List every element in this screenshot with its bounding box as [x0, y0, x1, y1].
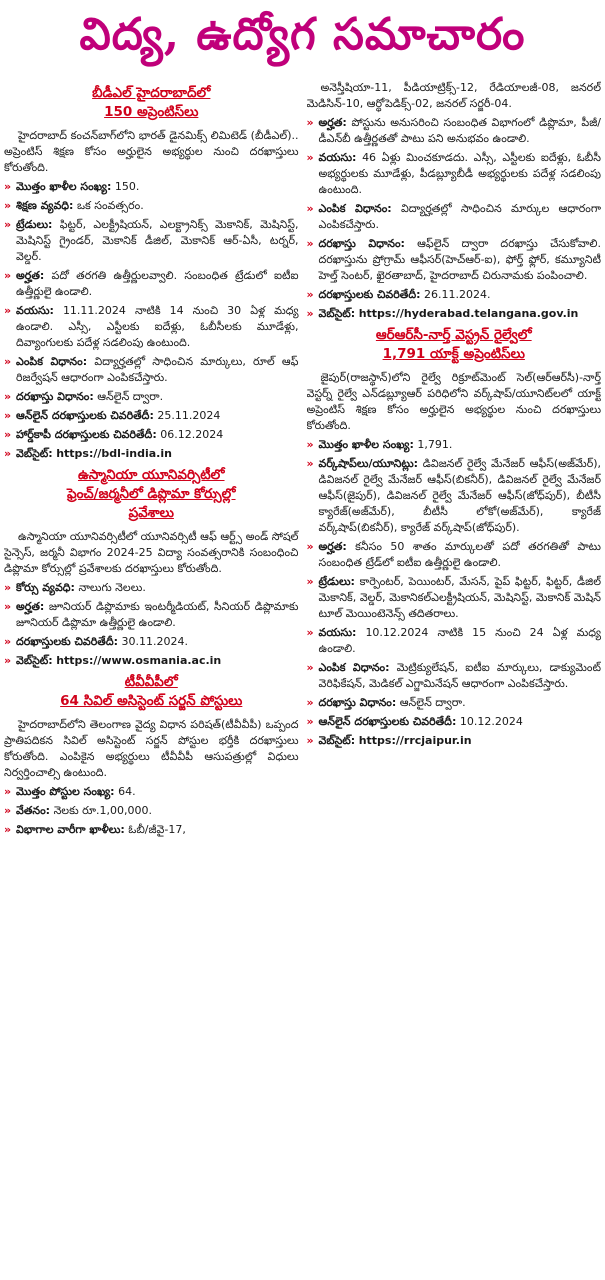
article-detail-item: [307, 201, 602, 233]
detail-value: 11.11.2024 నాటికి 14 నుంచి 30 ఏళ్ల మధ్య ఉండాలి. ఎస్సీ, ఎస్టీలకు ఐదేళ్లు, ఓబీసీలకు మూడేళ్లు, దివ్యాంగులకు పదేళ్ల సడలింపు ఉంటుంది.: [16, 304, 299, 349]
detail-value: ఆఫ్‌లైన్ ద్వారా దరఖాస్తు చేసుకోవాలి. దరఖాస్తును ప్రోగ్రామ్ ఆఫీసర్(హెచ్ఆర్-ఐ), ఫోర్త్ ఫ్లోర్, కమ్యూనిటీ హెల్త్ సెంటర్, ఖైరతాబాద్, హైదరాబాద్ చిరునామకు పంపించాలి.: [318, 237, 601, 282]
article-section: [307, 326, 602, 749]
article-detail-item: [4, 634, 299, 650]
article-section: [307, 80, 602, 322]
article-detail-item: [4, 427, 299, 443]
article-heading-line: ఫ్రెంచ్/జర్మనీలో డిప్లొమా కోర్సుల్లో: [66, 486, 236, 502]
detail-value: ఆన్‌లైన్ ద్వారా.: [399, 696, 466, 709]
detail-value: 150.: [114, 180, 140, 193]
detail-value: ఆన్‌లైన్ ద్వారా.: [97, 390, 164, 403]
article-section: [4, 673, 299, 838]
article-detail-item: [307, 574, 602, 622]
columns: [4, 80, 601, 1276]
detail-label: దరఖాస్తు విధానం:: [16, 390, 94, 403]
detail-label: వెబ్‌సైట్:: [16, 654, 53, 667]
detail-label: అర్హత:: [16, 600, 45, 613]
detail-label: వెబ్‌సైట్:: [318, 734, 356, 747]
detail-label: వర్క్‌షాప్‌లు/యూనిట్లు:: [318, 457, 419, 470]
article-heading-line: బీడీఎల్ హైదరాబాద్‌లో: [92, 85, 211, 101]
article-detail-item: [4, 408, 299, 424]
article-detail-item: [4, 198, 299, 214]
detail-label: ఆన్‌లైన్ దరఖాస్తులకు చివరితేదీ:: [16, 409, 154, 422]
article-detail-item: [307, 306, 602, 322]
detail-value: ఓబీ/జీవై-17,: [128, 823, 186, 836]
article-detail-item: [4, 179, 299, 195]
detail-label: దరఖాస్తు విధానం:: [318, 237, 405, 250]
article-heading: [307, 326, 602, 364]
article-detail-item: [4, 580, 299, 596]
article-detail-item: [4, 354, 299, 386]
detail-value: 06.12.2024: [160, 428, 224, 441]
detail-label: ఎంపిక విధానం:: [16, 355, 88, 368]
detail-label: వయసు:: [318, 151, 357, 164]
detail-value: 10.12.2024 నాటికి 15 నుంచి 24 ఏళ్ల మధ్య ఉండాలి.: [318, 626, 601, 655]
website-link[interactable]: https://rrcjaipur.in: [358, 734, 472, 747]
detail-value: ఫిట్టర్, ఎలక్ట్రీషియన్, ఎలక్ట్రానిక్స్ మెకానిక్, మెషినిస్ట్, మెషినిస్ట్ గ్రైండర్, మెకానిక్ డీజిల్, మెకానిక్ ఆర్-ఏసీ, టర్నర్, వెల్డర్.: [16, 218, 299, 263]
detail-value: జూనియర్ డిప్లొమాకు ఇంటర్మీడియట్, సీనియర్ డిప్లొమాకు జూనియర్ డిప్లొమా ఉత్తీర్ణులై ఉండాలి.: [16, 600, 299, 629]
right-column: [307, 80, 602, 1276]
article-detail-item: [307, 539, 602, 571]
detail-label: అర్హత:: [16, 269, 45, 282]
article-heading: [4, 466, 299, 523]
detail-label: దరఖాస్తు విధానం:: [318, 696, 397, 709]
article-detail-item: [307, 150, 602, 198]
article-heading-line: 1,791 యాక్ట్ అప్రెంటిస్‌లు: [382, 346, 525, 362]
detail-value: మెట్రిక్యులేషన్, ఐటీఐ మార్కులు, డాక్యుమెంట్ వెరిఫికేషన్, మెడికల్ ఎగ్జామినేషన్ ఆధారంగా ఎంపికచేస్తారు.: [318, 661, 601, 690]
banner: [4, 0, 601, 80]
detail-label: దరఖాస్తులకు చివరితేదీ:: [16, 635, 118, 648]
detail-value: డివిజనల్ రైల్వే మేనేజర్ ఆఫీస్(అజ్‌మేర్), డివిజనల్ రైల్వే మేనేజర్ ఆఫీస్(బికనీర్), డివిజనల్ రైల్వే మేనేజర్ ఆఫీస్(జైపుర్), డివిజనల్ రైల్వే మేనేజర్ ఆఫీస్(జోధ్‌పుర్), బీటీసీ క్యారేజ్(అజ్‌మేర్), బీటీసీ లోకో(అజ్‌మేర్), క్యారేజ్ వర్క్‌షాప్(బికనీర్), క్యారేజ్ వర్క్‌షాప్(జోధ్‌పుర్).: [318, 457, 601, 534]
article-detail-item: [307, 456, 602, 536]
detail-label: ఎంపిక విధానం:: [318, 202, 392, 215]
website-link[interactable]: https://hyderabad.telangana.gov.in: [358, 307, 579, 320]
article-intro: జైపుర్(రాజస్థాన్)లోని రైల్వే రిక్రూట్‌మెంట్ సెల్(ఆర్ఆర్‌సీ)-నార్త్ వెస్టర్న్ రైల్వే ఎన్‌డబ్ల్యూఆర్ పరిధిలోని వర్క్‌షాప్/యూనిట్‌లలో యాక్ట్ అప్రెంటిస్ శిక్షణ కోసం అర్హులైన అభ్యర్థుల నుంచి దరఖాస్తులు కోరుతోంది.: [306, 371, 601, 432]
detail-value: ఒక సంవత్సరం.: [76, 199, 144, 212]
detail-value: కనీసం 50 శాతం మార్కులతో పదో తరగతితో పాటు సంబంధిత ట్రేడ్‌లో ఐటీఐ ఉత్తీర్ణులై ఉండాలి.: [318, 540, 601, 569]
article-detail-item: [307, 115, 602, 147]
article-detail-item: [307, 733, 602, 749]
article-detail-item: [4, 446, 299, 462]
article-detail-item: [307, 236, 602, 284]
article-heading-line: ఆర్ఆర్‌సీ-నార్త్ వెస్ట్రన్ రైల్వేలో: [375, 327, 532, 343]
article-detail-item: [4, 389, 299, 405]
article-intro: అనెస్తీషియా-11, పీడియాట్రిక్స్-12, రేడియాలజీ-08, జనరల్ మెడిసిన్-10, ఆర్థోపెడిక్స్-02, జనరల్ సర్జరీ-04.: [306, 81, 601, 110]
detail-label: ఆన్‌లైన్ దరఖాస్తులకు చివరితేదీ:: [318, 715, 457, 728]
article-detail-item: [4, 784, 299, 800]
article-detail-item: [4, 599, 299, 631]
detail-label: మొత్తం ఖాళీల సంఖ్య:: [16, 180, 112, 193]
article-intro: హైదరాబాద్‌లోని తెలంగాణ వైద్య విధాన పరిషత్(టీవీవీపీ) ఒప్పంద ప్రాతిపదికన సివిల్ అసిస్టెంట్ సర్జన్ పోస్టుల భర్తీకి దరఖాస్తులు కోరుతోంది. ఎంపికైన అభ్యర్థులు టీవీవీపీ ఆసుపత్రుల్లో విధులు నిర్వర్తించాల్సి ఉంటుంది.: [4, 718, 299, 779]
article-detail-item: [4, 653, 299, 669]
article-detail-item: [307, 660, 602, 692]
banner-title: విద్య, ఉద్యోగ సమాచారం: [79, 9, 526, 60]
detail-label: మొత్తం ఖాళీల సంఖ్య:: [318, 438, 414, 451]
article-heading: [4, 84, 299, 122]
article-heading-line: ఉస్మానియా యూనివర్సిటీలో: [77, 467, 225, 483]
detail-label: మొత్తం పోస్టుల సంఖ్య:: [16, 785, 115, 798]
article-detail-item: [4, 217, 299, 265]
article-detail-item: [4, 822, 299, 838]
detail-label: దరఖాస్తులకు చివరితేదీ:: [318, 288, 421, 301]
detail-value: 1,791.: [417, 438, 453, 451]
website-link[interactable]: https://www.osmania.ac.in: [56, 654, 222, 667]
article-detail-item: [4, 268, 299, 300]
detail-value: పోస్టును అనుసరించి సంబంధిత విభాగంలో డిప్లొమా, పీజీ/డీఎన్‌బీ ఉత్తీర్ణతతో పాటు పని అనుభవం ఉండాలి.: [318, 116, 601, 145]
detail-label: ఎంపిక విధానం:: [318, 661, 390, 674]
detail-label: వెబ్‌సైట్:: [318, 307, 356, 320]
detail-label: ట్రేడులు:: [16, 218, 53, 231]
detail-label: హార్డ్‌కాపీ దరఖాస్తులకు చివరితేదీ:: [16, 428, 157, 441]
detail-label: అర్హత:: [318, 540, 347, 553]
article-detail-item: [4, 303, 299, 351]
article-intro: హైదరాబాద్ కంచన్‌బాగ్‌లోని భారత్ డైనమిక్స్ లిమిటెడ్ (బీడీఎల్).. అప్రెంటిస్ శిక్షణ కోసం అర్హులైన అభ్యర్థుల నుంచి దరఖాస్తులు కోరుతోంది.: [4, 129, 299, 174]
detail-value: 10.12.2024: [459, 715, 523, 728]
article-heading-line: ప్రవేశాలు: [128, 505, 174, 521]
article-intro: ఉస్మానియా యూనివర్సిటీలో యూనివర్సిటీ ఆఫ్ ఆర్ట్స్ అండ్ సోషల్ సైన్సెస్, జర్మనీ విభాగం 2024-25 విద్యా సంవత్సరానికి సంబంధించి డిప్లొమా కోర్సుల్లో ప్రవేశాలకు దరఖాస్తులు కోరుతోంది.: [4, 530, 299, 575]
detail-value: పదో తరగతి ఉత్తీర్ణులవ్వాలి. సంబంధిత ట్రేడులో ఐటీఐ ఉత్తీర్ణులై ఉండాలి.: [16, 269, 299, 298]
article-section: [4, 466, 299, 669]
detail-value: 64.: [118, 785, 136, 798]
detail-value: 26.11.2024.: [424, 288, 491, 301]
detail-value: నాలుగు నెలలు.: [78, 581, 146, 594]
detail-label: వయసు:: [318, 626, 357, 639]
article-detail-item: [4, 803, 299, 819]
detail-value: విద్యార్హతల్లో సాధించిన మార్కులు, రూల్ ఆఫ్ రిజర్వేషన్ ఆధారంగా ఎంపికచేస్తారు.: [16, 355, 299, 384]
article-detail-item: [307, 695, 602, 711]
website-link[interactable]: https://bdl-india.in: [56, 447, 172, 460]
detail-value: నెలకు రూ.1,00,000.: [53, 804, 152, 817]
article-section: [4, 84, 299, 462]
detail-label: వేతనం:: [16, 804, 51, 817]
article-heading-line: 150 అప్రెంటిస్‌లు: [104, 104, 199, 120]
detail-label: అర్హత:: [318, 116, 347, 129]
article-detail-item: [307, 437, 602, 453]
article-heading: [4, 673, 299, 711]
detail-label: ట్రేడులు:: [318, 575, 355, 588]
article-heading-line: 64 సివిల్ అసిస్టెంట్ సర్జన్ పోస్టులు: [60, 693, 243, 709]
left-column: [4, 80, 299, 1276]
detail-label: వయసు:: [16, 304, 54, 317]
detail-value: విద్యార్హతల్లో సాధించిన మార్కుల ఆధారంగా ఎంపికచేస్తారు.: [318, 202, 601, 231]
detail-label: వెబ్‌సైట్:: [16, 447, 53, 460]
article-detail-item: [307, 714, 602, 730]
article-heading-line: టీవీవీపీలో: [124, 674, 178, 690]
detail-value: 25.11.2024: [157, 409, 221, 422]
detail-label: కోర్సు వ్యవధి:: [16, 581, 75, 594]
detail-label: విభాగాల వారీగా ఖాళీలు:: [16, 823, 125, 836]
article-detail-item: [307, 625, 602, 657]
detail-value: 30.11.2024.: [121, 635, 188, 648]
detail-value: కార్పెంటర్, పెయింటర్, మేసన్, పైప్ ఫిట్టర్, ఫిట్టర్, డీజిల్ మెకానిక్, వెల్డర్, మెకానికల్ఎలక్ట్రీషియన్, మెషినిస్ట్, మెకానిక్ మెషిన్ టూల్ మెయింటెనెన్స్ తదితరాలు.: [318, 575, 601, 620]
detail-label: శిక్షణ వ్యవధి:: [16, 199, 74, 212]
detail-value: 46 ఏళ్లు మించకూడదు. ఎస్సీ, ఎస్టీలకు ఐదేళ్లు, ఓబీసీ అభ్యర్థులకు మూడేళ్లు, పీడబ్ల్యూబీడీ అభ్యర్థులకు పదేళ్ల సడలింపు ఉంటుంది.: [318, 151, 601, 196]
article-detail-item: [307, 287, 602, 303]
